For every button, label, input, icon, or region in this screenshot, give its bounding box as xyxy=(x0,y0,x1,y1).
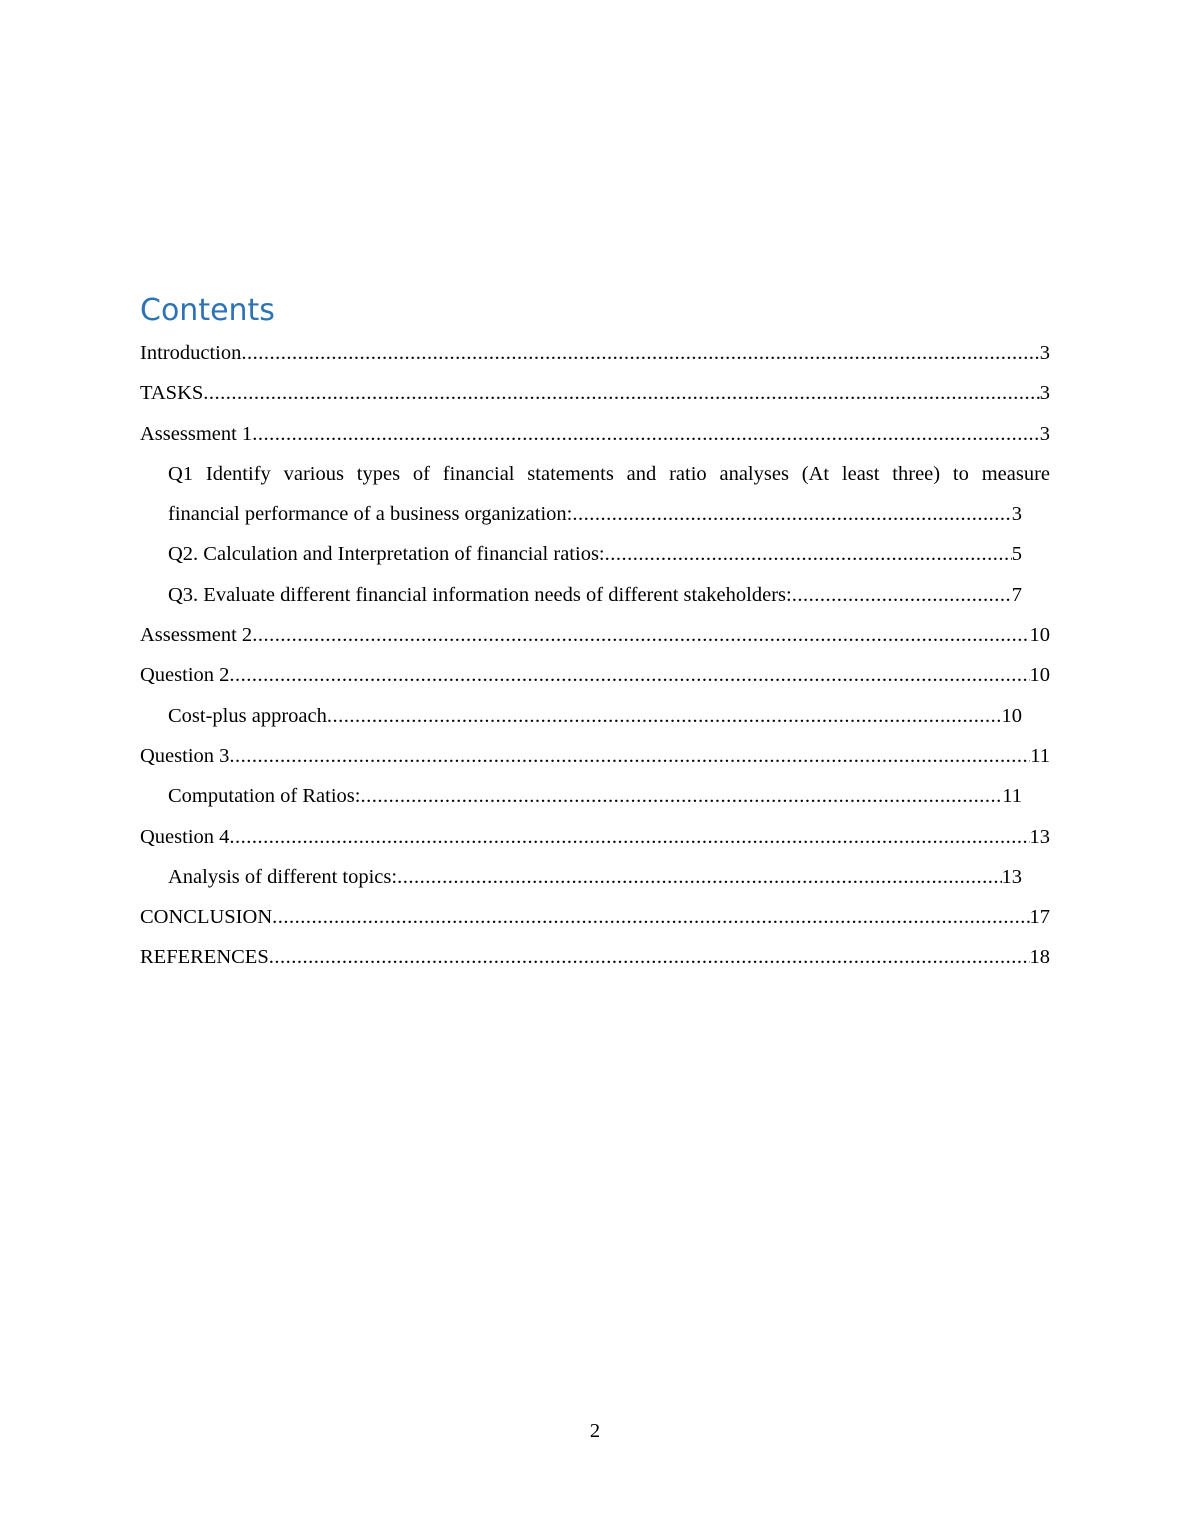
toc-leader-dots xyxy=(229,655,1029,695)
toc-entry-assessment-2[interactable] xyxy=(140,615,1050,655)
toc-leader-dots xyxy=(241,333,1039,373)
toc-entry-page: 13 xyxy=(1029,825,1050,848)
toc-entry-title: Cost-plus approach xyxy=(168,704,327,727)
toc-entry-title: Analysis of different topics: xyxy=(168,865,398,888)
toc-entry-page: 18 xyxy=(1029,946,1050,969)
toc-entry-question-4[interactable] xyxy=(140,817,1050,857)
toc-entry-title-line-1: Q1 Identify various types of financial statements and ratio analyses (At least three) to measure xyxy=(168,462,1050,485)
toc-entry-title: Question 3 xyxy=(140,744,230,767)
toc-leader-dots xyxy=(203,373,1039,413)
toc-leader-dots xyxy=(792,575,1012,615)
toc-leader-dots xyxy=(229,736,1030,776)
toc-entry-page: 10 xyxy=(1029,624,1050,647)
toc-leader-dots xyxy=(269,937,1030,977)
table-of-contents xyxy=(140,333,1050,978)
toc-entry-analysis-of-topics[interactable] xyxy=(168,857,1022,897)
toc-entry-title: Question 2 xyxy=(140,664,230,687)
toc-entry-question-3[interactable] xyxy=(140,736,1050,776)
toc-entry-title: Introduction xyxy=(140,342,242,364)
toc-entry-assessment-1[interactable] xyxy=(140,414,1050,454)
toc-leader-dots xyxy=(229,817,1029,857)
toc-entry-title: REFERENCES xyxy=(140,946,269,969)
toc-entry-title: Assessment 1 xyxy=(140,422,253,445)
toc-entry-page: 11 xyxy=(1030,744,1050,767)
toc-entry-title: Assessment 2 xyxy=(140,624,253,647)
toc-entry-q2[interactable] xyxy=(168,534,1022,574)
toc-entry-page: 3 xyxy=(1039,342,1050,364)
toc-entry-title: TASKS xyxy=(140,382,204,405)
page-number: 2 xyxy=(589,1420,601,1442)
toc-entry-tasks[interactable] xyxy=(140,373,1050,413)
toc-entry-title: Q2. Calculation and Interpretation of financial ratios: xyxy=(168,543,605,566)
toc-entry-title: Q3. Evaluate different financial information needs of different stakeholders: xyxy=(168,583,792,606)
toc-leader-dots xyxy=(360,776,1002,816)
toc-entry-title-line-2: financial performance of a business organization: xyxy=(168,503,573,526)
toc-heading: Contents xyxy=(140,293,275,328)
toc-leader-dots xyxy=(605,534,1012,574)
toc-entry-title: Computation of Ratios: xyxy=(168,785,361,808)
toc-entry-question-2[interactable] xyxy=(140,655,1050,695)
toc-entry-page: 13 xyxy=(1001,865,1022,888)
toc-leader-dots xyxy=(252,414,1040,454)
toc-entry-page: 11 xyxy=(1002,785,1022,808)
toc-entry-title: CONCLUSION xyxy=(140,906,273,929)
toc-entry-conclusion[interactable] xyxy=(140,897,1050,937)
toc-entry-introduction[interactable] xyxy=(140,333,1050,373)
toc-entry-page: 7 xyxy=(1011,583,1022,606)
toc-entry-references[interactable] xyxy=(140,937,1050,977)
toc-entry-page: 5 xyxy=(1011,543,1022,566)
toc-entry-q1[interactable] xyxy=(168,454,1050,535)
toc-entry-cost-plus[interactable] xyxy=(168,696,1022,736)
toc-leader-dots xyxy=(272,897,1029,937)
toc-entry-computation-of-ratios[interactable] xyxy=(168,776,1022,816)
toc-entry-page: 3 xyxy=(1039,382,1050,405)
toc-entry-page: 10 xyxy=(1029,664,1050,687)
toc-leader-dots xyxy=(327,696,1002,736)
toc-leader-dots xyxy=(252,615,1029,655)
toc-entry-page: 3 xyxy=(1039,422,1050,445)
toc-entry-title: Question 4 xyxy=(140,825,230,848)
toc-leader-dots xyxy=(397,857,1001,897)
toc-entry-page: 17 xyxy=(1029,906,1050,929)
toc-entry-page: 3 xyxy=(1011,503,1022,526)
toc-leader-dots xyxy=(572,494,1011,534)
toc-entry-page: 10 xyxy=(1001,704,1022,727)
toc-entry-q3[interactable] xyxy=(168,575,1022,615)
